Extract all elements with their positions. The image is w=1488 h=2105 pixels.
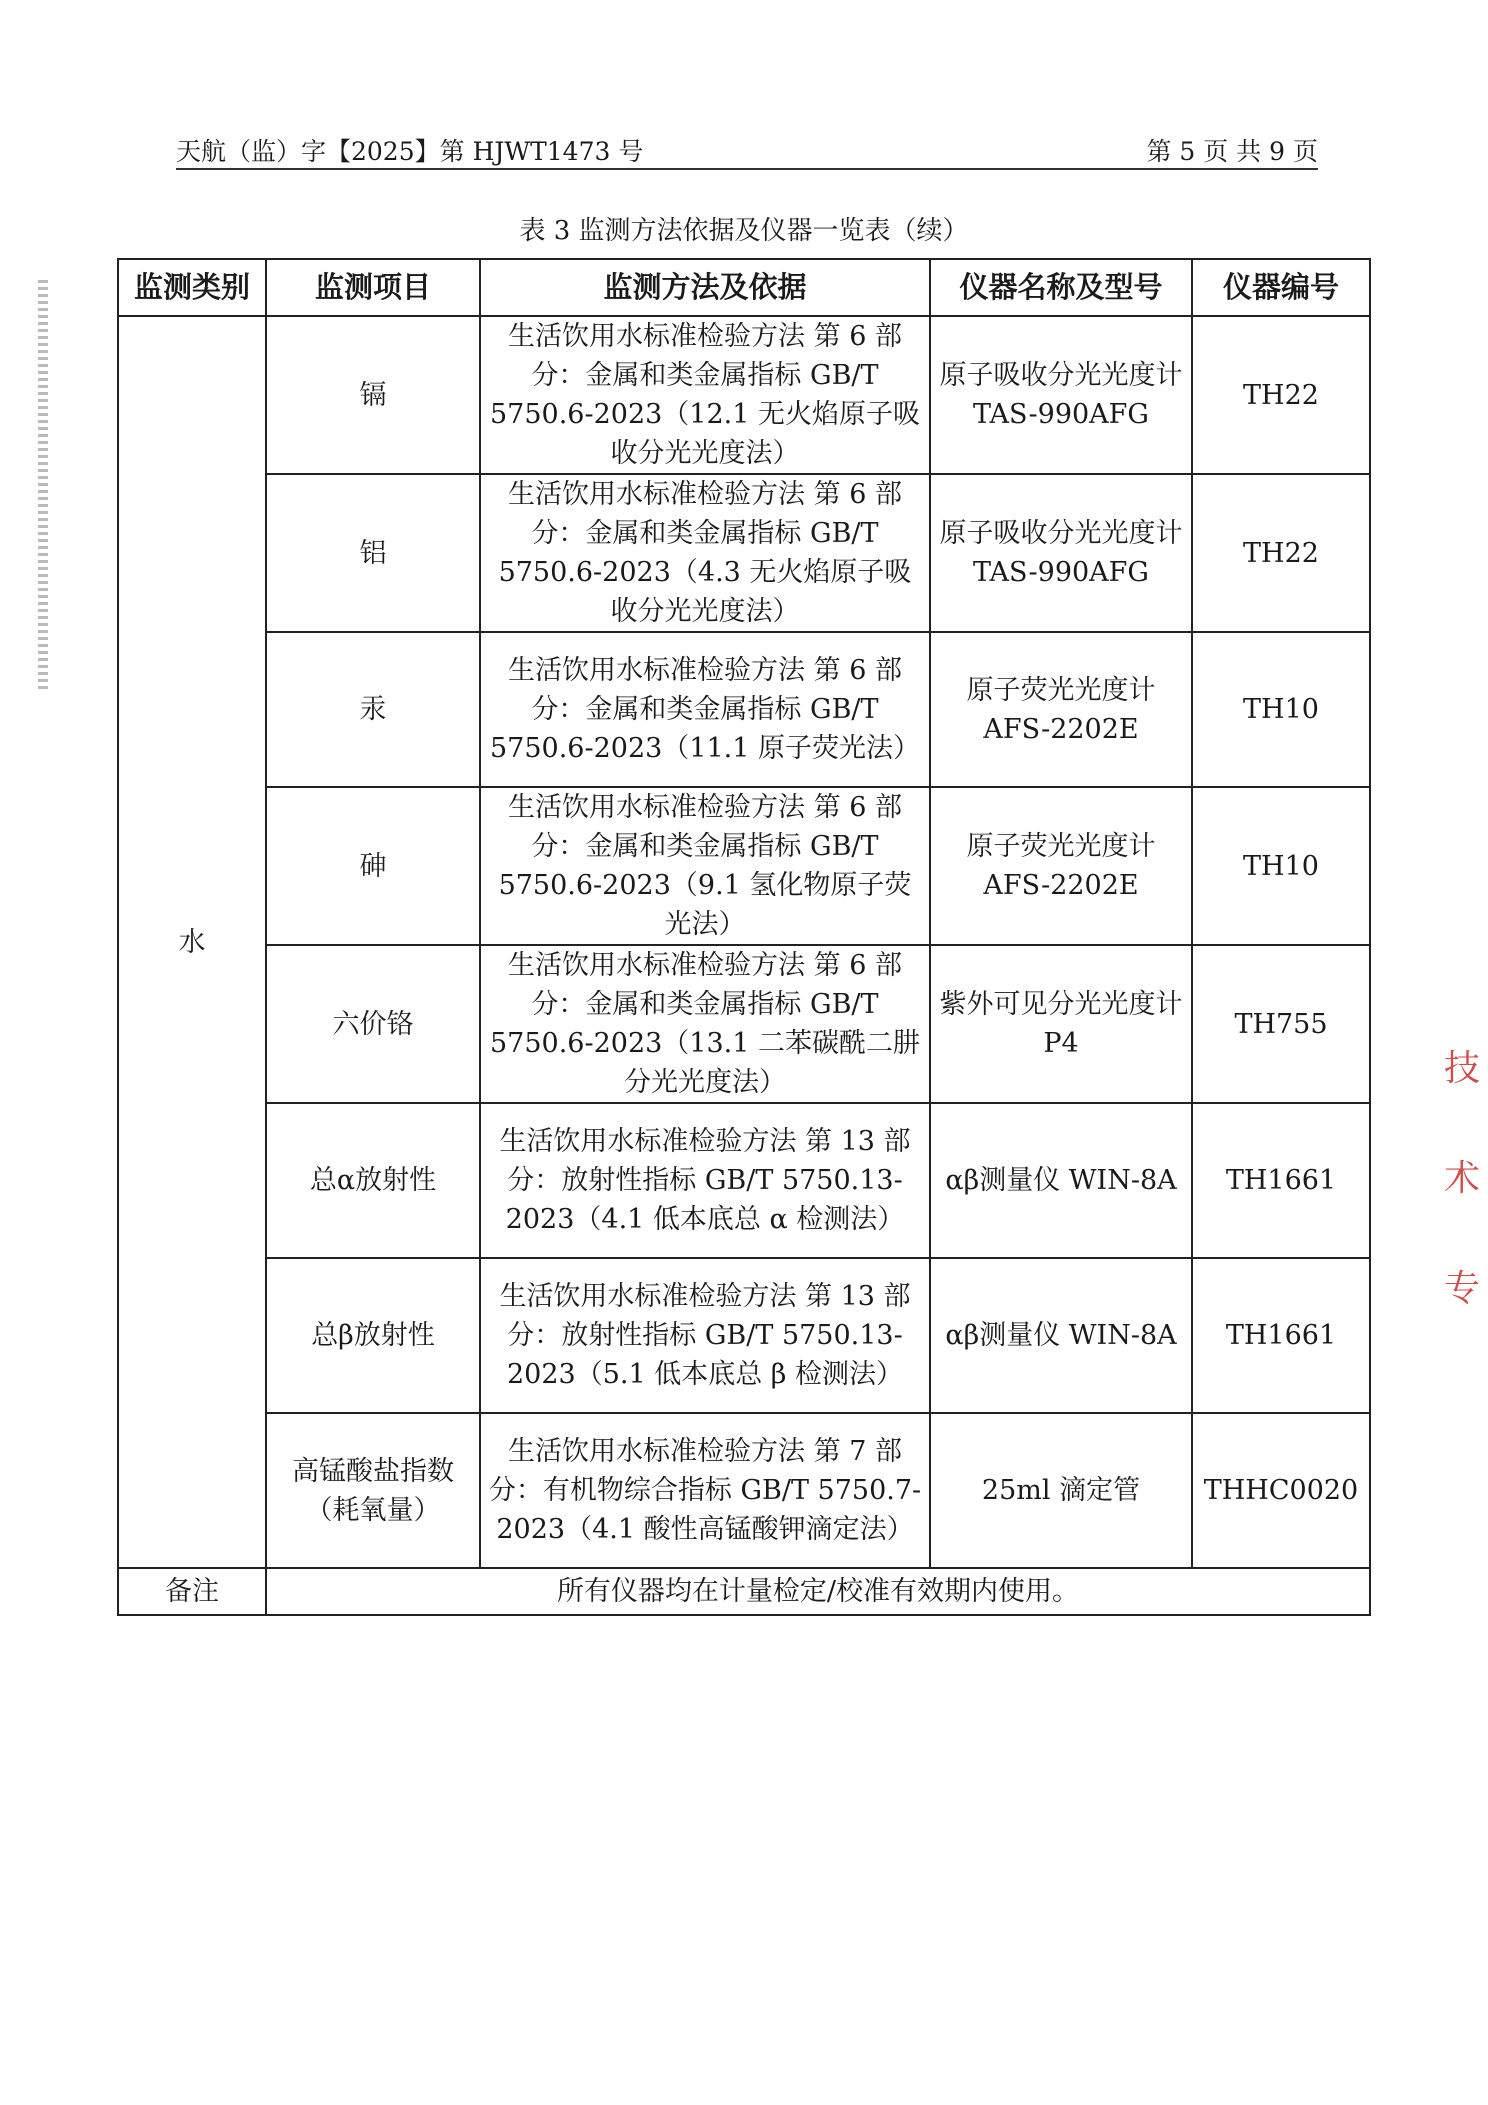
instrument-id-cell: TH22 <box>1192 474 1370 632</box>
method-cell: 生活饮用水标准检验方法 第 6 部分：金属和类金属指标 GB/T 5750.6-2023（9.1 氢化物原子荧光法） <box>480 787 930 945</box>
instrument-id-cell: TH1661 <box>1192 1103 1370 1258</box>
item-cell: 砷 <box>266 787 480 945</box>
table-row <box>118 632 1370 787</box>
page-number: 第 5 页 共 9 页 <box>1146 137 1318 166</box>
header-instrument-id: 仪器编号 <box>1192 259 1370 316</box>
item-cell: 镉 <box>266 316 480 474</box>
method-cell: 生活饮用水标准检验方法 第 6 部分：金属和类金属指标 GB/T 5750.6-2023（13.1 二苯碳酰二肼分光光度法） <box>480 945 930 1103</box>
instrument-id-cell: TH1661 <box>1192 1258 1370 1413</box>
binding-marks <box>38 280 48 690</box>
header-instrument: 仪器名称及型号 <box>930 259 1192 316</box>
instrument-cell: 原子吸收分光光度计 TAS-990AFG <box>930 474 1192 632</box>
table-row <box>118 474 1370 632</box>
page-header <box>176 132 1318 170</box>
table-row <box>118 316 1370 474</box>
instrument-cell: αβ测量仪 WIN-8A <box>930 1258 1192 1413</box>
header-category: 监测类别 <box>118 259 266 316</box>
method-cell: 生活饮用水标准检验方法 第 6 部分：金属和类金属指标 GB/T 5750.6-2023（12.1 无火焰原子吸收分光光度法） <box>480 316 930 474</box>
instrument-id-cell: TH755 <box>1192 945 1370 1103</box>
stamp-char: 专 <box>1444 1268 1481 1309</box>
table-caption: 表 3 监测方法依据及仪器一览表（续） <box>519 216 969 246</box>
table-row <box>118 1258 1370 1413</box>
category-cell: 水 <box>118 316 266 1568</box>
header-item: 监测项目 <box>266 259 480 316</box>
instrument-id-cell: TH22 <box>1192 316 1370 474</box>
instrument-cell: 原子荧光光度计 AFS-2202E <box>930 632 1192 787</box>
table-row <box>118 1413 1370 1568</box>
instrument-id-cell: THHC0020 <box>1192 1413 1370 1568</box>
stamp-char: 术 <box>1444 1158 1481 1199</box>
instrument-cell: 紫外可见分光光度计 P4 <box>930 945 1192 1103</box>
item-cell: 汞 <box>266 632 480 787</box>
item-cell: 总α放射性 <box>266 1103 480 1258</box>
instrument-id-cell: TH10 <box>1192 787 1370 945</box>
instrument-cell: αβ测量仪 WIN-8A <box>930 1103 1192 1258</box>
header-method: 监测方法及依据 <box>480 259 930 316</box>
seal-stamp <box>1440 1040 1488 1330</box>
method-cell: 生活饮用水标准检验方法 第 6 部分：金属和类金属指标 GB/T 5750.6-2023（11.1 原子荧光法） <box>480 632 930 787</box>
item-cell: 总β放射性 <box>266 1258 480 1413</box>
instrument-cell: 原子荧光光度计 AFS-2202E <box>930 787 1192 945</box>
method-cell: 生活饮用水标准检验方法 第 13 部分：放射性指标 GB/T 5750.13-2023（5.1 低本底总 β 检测法） <box>480 1258 930 1413</box>
remark-row <box>118 1568 1370 1615</box>
method-instrument-table <box>117 258 1371 1616</box>
instrument-id-cell: TH10 <box>1192 632 1370 787</box>
table-header-row <box>118 259 1370 316</box>
table-row <box>118 945 1370 1103</box>
method-cell: 生活饮用水标准检验方法 第 13 部分：放射性指标 GB/T 5750.13-2023（4.1 低本底总 α 检测法） <box>480 1103 930 1258</box>
method-cell: 生活饮用水标准检验方法 第 6 部分：金属和类金属指标 GB/T 5750.6-2023（4.3 无火焰原子吸收分光光度法） <box>480 474 930 632</box>
remark-label: 备注 <box>118 1568 266 1615</box>
item-cell: 六价铬 <box>266 945 480 1103</box>
report-number: 天航（监）字【2025】第 HJWT1473 号 <box>176 137 644 166</box>
instrument-cell: 原子吸收分光光度计 TAS-990AFG <box>930 316 1192 474</box>
remark-text: 所有仪器均在计量检定/校准有效期内使用。 <box>266 1568 1370 1615</box>
stamp-char: 技 <box>1444 1048 1481 1089</box>
item-cell: 铝 <box>266 474 480 632</box>
table-row <box>118 1103 1370 1258</box>
instrument-cell: 25ml 滴定管 <box>930 1413 1192 1568</box>
item-cell: 高锰酸盐指数（耗氧量） <box>266 1413 480 1568</box>
method-cell: 生活饮用水标准检验方法 第 7 部分：有机物综合指标 GB/T 5750.7-2023（4.1 酸性高锰酸钾滴定法） <box>480 1413 930 1568</box>
table-row <box>118 787 1370 945</box>
